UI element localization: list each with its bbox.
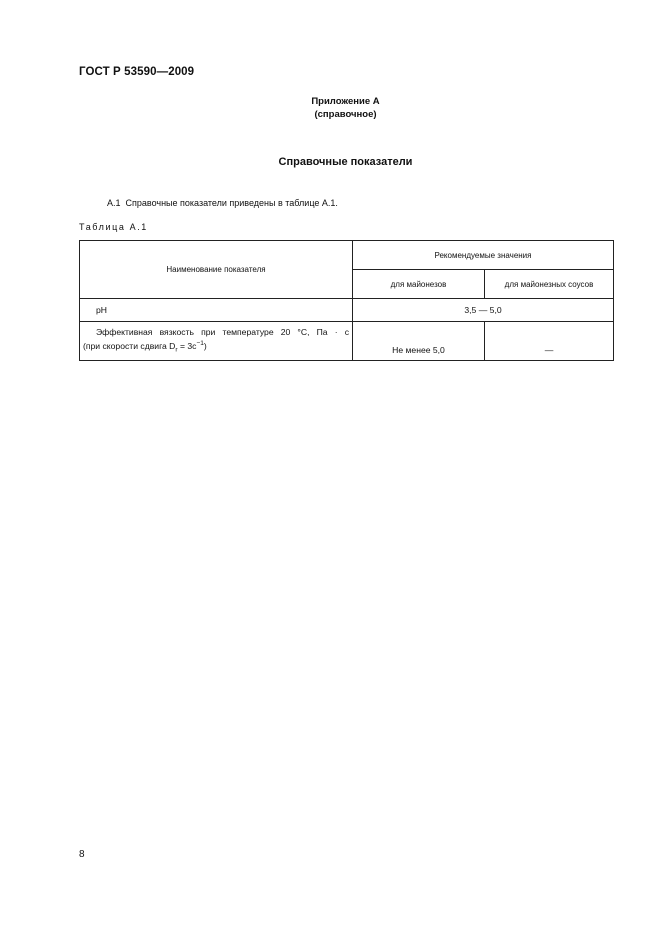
row-viscosity-name (80, 322, 353, 361)
paragraph-a1 (107, 198, 338, 208)
header-sauces: для майонезных соусов (485, 270, 614, 299)
viscosity-line-2-mid: = 3с (177, 340, 197, 351)
table-header-row (80, 241, 614, 270)
viscosity-line-2 (83, 338, 349, 356)
annex-title: Приложение А (311, 96, 380, 107)
row-ph-name: pH (80, 299, 353, 322)
section-heading-text: Справочные показатели (278, 156, 413, 168)
viscosity-subscript: r (175, 346, 178, 354)
standard-code: ГОСТ Р 53590—2009 (79, 66, 195, 78)
table-row (80, 299, 614, 322)
header-indicator-name: Наименование показателя (80, 241, 353, 299)
row-viscosity-mayonnaise: Не менее 5,0 (353, 322, 485, 361)
table-row (80, 322, 614, 361)
header-mayonnaise: для майонезов (353, 270, 485, 299)
section-heading (0, 156, 661, 168)
viscosity-line-2-suffix: ) (203, 340, 207, 351)
row-ph-value: 3,5 — 5,0 (353, 299, 614, 322)
annex-status: (справочное) (314, 109, 377, 120)
table-caption: Таблица А.1 (79, 222, 148, 232)
viscosity-line-1: Эффективная вязкость при температуре 20 °С, Па · с (96, 326, 349, 337)
paragraph-number: А.1 (107, 198, 121, 208)
header-recommended-values: Рекомендуемые значения (353, 241, 614, 270)
paragraph-text: Справочные показатели приведены в таблице А.1. (125, 198, 338, 208)
row-viscosity-sauces: — (485, 322, 614, 361)
viscosity-superscript: −1 (196, 339, 204, 347)
annex-header (0, 95, 661, 121)
viscosity-line-2-prefix: (при скорости сдвига D (83, 340, 176, 351)
page-number: 8 (79, 849, 85, 860)
reference-table (79, 240, 614, 361)
